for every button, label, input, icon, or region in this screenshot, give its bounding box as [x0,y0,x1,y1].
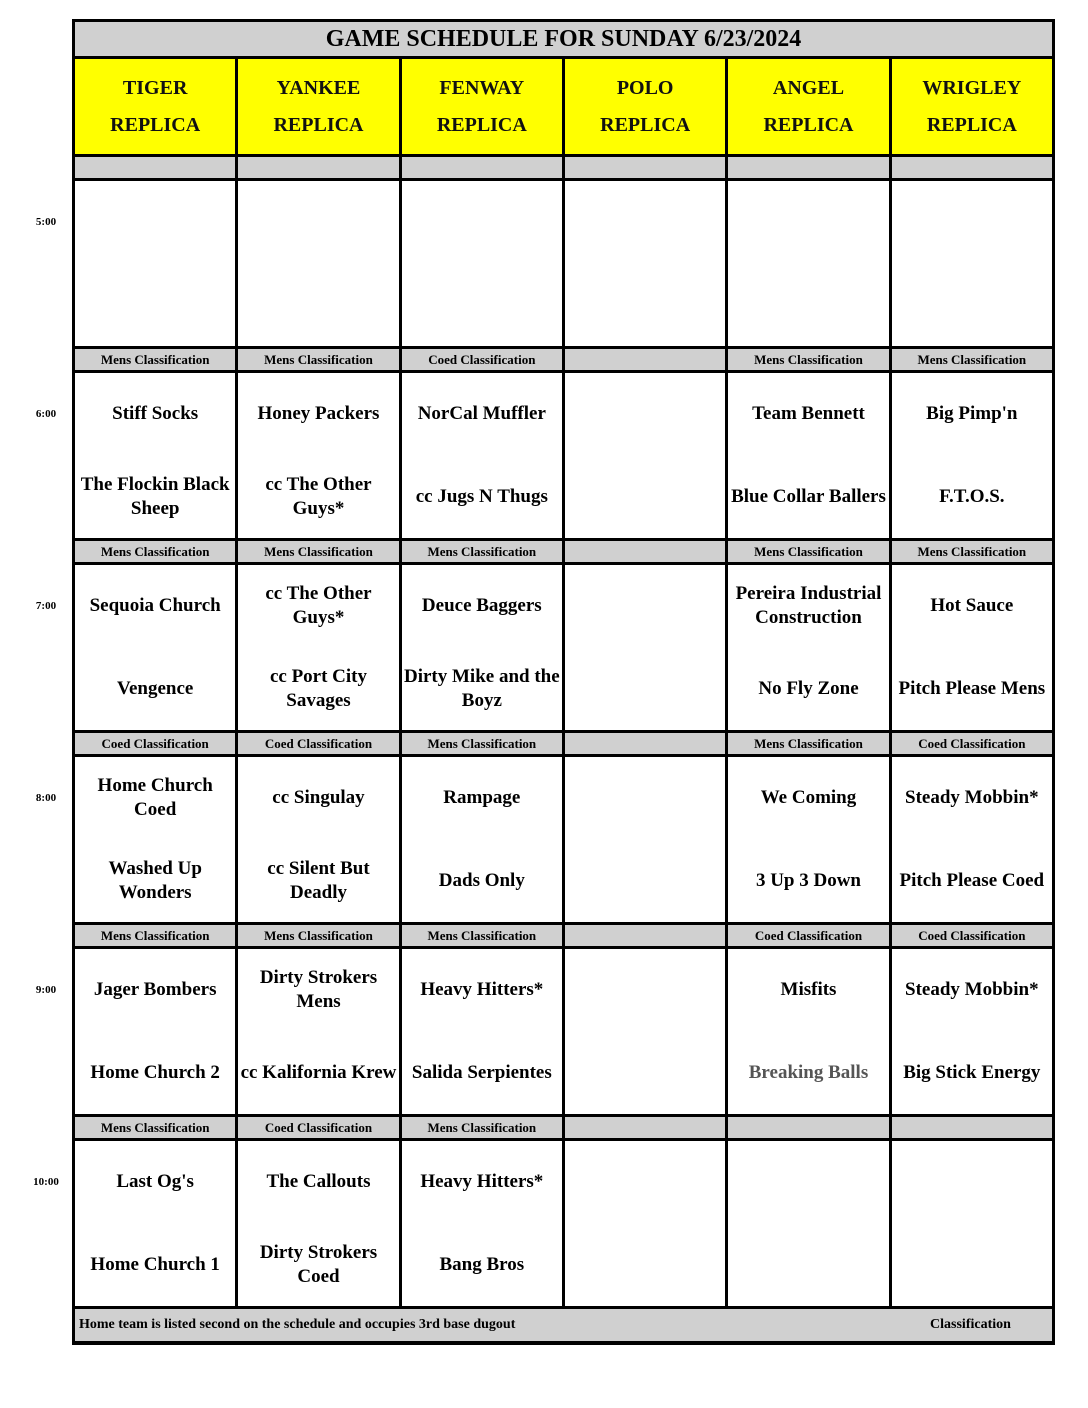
field-subtitle: REPLICA [600,113,691,136]
away-team [238,181,398,264]
home-team: Pitch Please Mens [898,677,1046,699]
home-team: Home Church 1 [90,1253,220,1275]
game-cell [402,373,562,538]
home-team [565,1224,725,1307]
home-team [565,1032,725,1115]
field-name: POLO [616,76,674,99]
game-cell [402,565,562,730]
classification-label [565,925,725,946]
home-team: No Fly Zone [758,677,859,699]
away-team [565,757,725,840]
game-cell [402,757,562,922]
classification-label [892,1117,1052,1138]
home-team: Dads Only [438,869,525,891]
game-cell [565,181,725,346]
game-schedule-table [72,19,1055,1345]
away-team: Pereira Industrial Construction [735,583,882,629]
classification-label: Coed Classification [238,1117,398,1138]
field-header-tiger [75,59,235,154]
away-team: Dirty Strokers Mens [259,967,378,1013]
classification-label [402,157,562,178]
game-cell [892,565,1052,730]
home-team: Dirty Mike and the Boyz [403,665,560,711]
classification-label: Coed Classification [238,733,398,754]
away-team [565,373,725,456]
game-cell [238,757,398,922]
game-cell [75,949,235,1114]
home-team [238,264,398,347]
time-label: 8:00 [35,792,57,804]
away-team: Misfits [780,979,837,1001]
home-team [565,456,725,539]
home-team: F.T.O.S. [939,485,1005,507]
game-cell [565,949,725,1114]
away-team [75,181,235,264]
home-team: Pitch Please Coed [899,869,1045,891]
game-cell [892,181,1052,346]
away-team: Heavy Hitters* [420,979,544,1001]
classification-label [565,541,725,562]
home-team: Salida Serpientes [411,1061,552,1083]
game-cell [75,1141,235,1306]
game-cell [238,1141,398,1306]
schedule-footer [75,1309,1052,1341]
classification-label: Mens Classification [402,733,562,754]
schedule-title: GAME SCHEDULE FOR SUNDAY 6/23/2024 [75,22,1052,56]
game-cell [238,181,398,346]
classification-label: Mens Classification [75,1117,235,1138]
classification-label: Mens Classification [75,349,235,370]
game-cell [892,373,1052,538]
away-team: Steady Mobbin* [905,979,1039,1001]
game-cell [402,949,562,1114]
classification-label: Mens Classification [75,541,235,562]
game-cell [892,757,1052,922]
home-team: Bang Bros [439,1253,525,1275]
home-team [565,264,725,347]
classification-label: Coed Classification [892,733,1052,754]
home-team: Dirty Strokers Coed [259,1241,378,1287]
away-team: Deuce Baggers [421,595,542,617]
time-label: 5:00 [35,216,57,228]
field-name: ANGEL [772,76,845,99]
home-team: Vengence [116,677,194,699]
game-cell [402,181,562,346]
home-team [565,648,725,731]
field-header-fenway [402,59,562,154]
game-cell [565,1141,725,1306]
classification-label: Coed Classification [402,349,562,370]
home-team: cc Port City Savages [269,665,368,711]
away-team: Home Church Coed [97,775,213,821]
away-team: The Callouts [266,1171,371,1193]
game-cell [75,565,235,730]
classification-label [238,157,398,178]
game-cell [75,373,235,538]
game-cell [238,949,398,1114]
game-cell [565,373,725,538]
field-header-yankee [238,59,398,154]
time-label: 10:00 [33,1176,59,1188]
classification-label: Mens Classification [402,1117,562,1138]
game-cell [238,373,398,538]
field-name: TIGER [122,76,188,99]
game-cell [565,757,725,922]
game-cell [728,949,888,1114]
time-labels [0,0,70,1408]
game-cell [728,565,888,730]
classification-label: Mens Classification [238,925,398,946]
classification-label: Coed Classification [892,925,1052,946]
away-team [565,565,725,648]
away-team [892,181,1052,264]
field-subtitle: REPLICA [273,113,364,136]
away-team: Last Og's [116,1171,194,1193]
game-cell [238,565,398,730]
classification-label: Mens Classification [238,541,398,562]
home-team [728,264,888,347]
classification-label: Mens Classification [402,541,562,562]
game-cell [565,565,725,730]
away-team [565,1141,725,1224]
away-team: Team Bennett [752,403,865,425]
away-team: Hot Sauce [930,595,1014,617]
away-team: Honey Packers [257,403,380,425]
field-name: YANKEE [276,76,361,99]
home-team [75,264,235,347]
field-subtitle: REPLICA [436,113,527,136]
home-team: cc Kalifornia Krew [240,1061,397,1083]
classification-label [75,157,235,178]
game-cell [892,949,1052,1114]
away-team [565,181,725,264]
away-team: Heavy Hitters* [420,1171,544,1193]
home-team [728,1224,888,1307]
classification-label [565,157,725,178]
field-subtitle: REPLICA [926,113,1017,136]
classification-label: Mens Classification [892,349,1052,370]
away-team: Stiff Socks [112,403,199,425]
game-cell [75,181,235,346]
away-team: We Coming [760,787,857,809]
time-label: 6:00 [35,408,57,420]
classification-label: Mens Classification [728,349,888,370]
home-team: Washed Up Wonders [108,857,202,903]
home-team [892,1224,1052,1307]
game-cell [728,1141,888,1306]
game-cell [728,373,888,538]
classification-label [728,1117,888,1138]
home-team: cc Jugs N Thugs [415,485,548,507]
away-team: Sequoia Church [89,595,221,617]
game-cell [892,1141,1052,1306]
away-team [728,1141,888,1224]
footer-note: Home team is listed second on the schedule and occupies 3rd base dugout [79,1317,516,1332]
field-name: WRIGLEY [922,76,1022,99]
classification-label: Mens Classification [728,733,888,754]
away-team [402,181,562,264]
home-team: cc Silent But Deadly [267,857,370,903]
home-team [565,840,725,923]
classification-label: Mens Classification [75,925,235,946]
home-team: Big Stick Energy [903,1061,1041,1083]
home-team: cc The Other Guys* [265,473,372,519]
home-team [402,264,562,347]
home-team: Home Church 2 [90,1061,220,1083]
home-team: 3 Up 3 Down [755,869,862,891]
home-team [892,264,1052,347]
time-label: 7:00 [35,600,57,612]
classification-label: Coed Classification [728,925,888,946]
away-team: Steady Mobbin* [905,787,1039,809]
field-header-angel [728,59,888,154]
field-name: FENWAY [439,76,525,99]
away-team: Rampage [443,787,521,809]
classification-label [565,733,725,754]
away-team: cc Singulay [272,787,365,809]
classification-label [565,1117,725,1138]
field-header-wrigley [892,59,1052,154]
footer-classification: Classification [930,1317,1011,1332]
away-team: NorCal Muffler [417,403,546,425]
classification-label [728,157,888,178]
field-header-polo [565,59,725,154]
classification-label: Mens Classification [892,541,1052,562]
field-subtitle: REPLICA [110,113,201,136]
away-team [728,181,888,264]
game-cell [728,181,888,346]
classification-label [892,157,1052,178]
away-team: Jager Bombers [93,979,217,1001]
away-team: cc The Other Guys* [265,583,372,629]
classification-label [565,349,725,370]
home-team: Breaking Balls [748,1061,869,1083]
home-team: Blue Collar Ballers [731,485,886,507]
away-team [565,949,725,1032]
time-label: 9:00 [35,984,57,996]
away-team [892,1141,1052,1224]
away-team: Big Pimp'n [926,403,1018,425]
game-cell [75,757,235,922]
home-team: The Flockin Black Sheep [80,473,230,519]
classification-label: Mens Classification [728,541,888,562]
classification-label: Mens Classification [238,349,398,370]
classification-label: Mens Classification [402,925,562,946]
field-subtitle: REPLICA [763,113,854,136]
game-cell [402,1141,562,1306]
game-cell [728,757,888,922]
classification-label: Coed Classification [75,733,235,754]
